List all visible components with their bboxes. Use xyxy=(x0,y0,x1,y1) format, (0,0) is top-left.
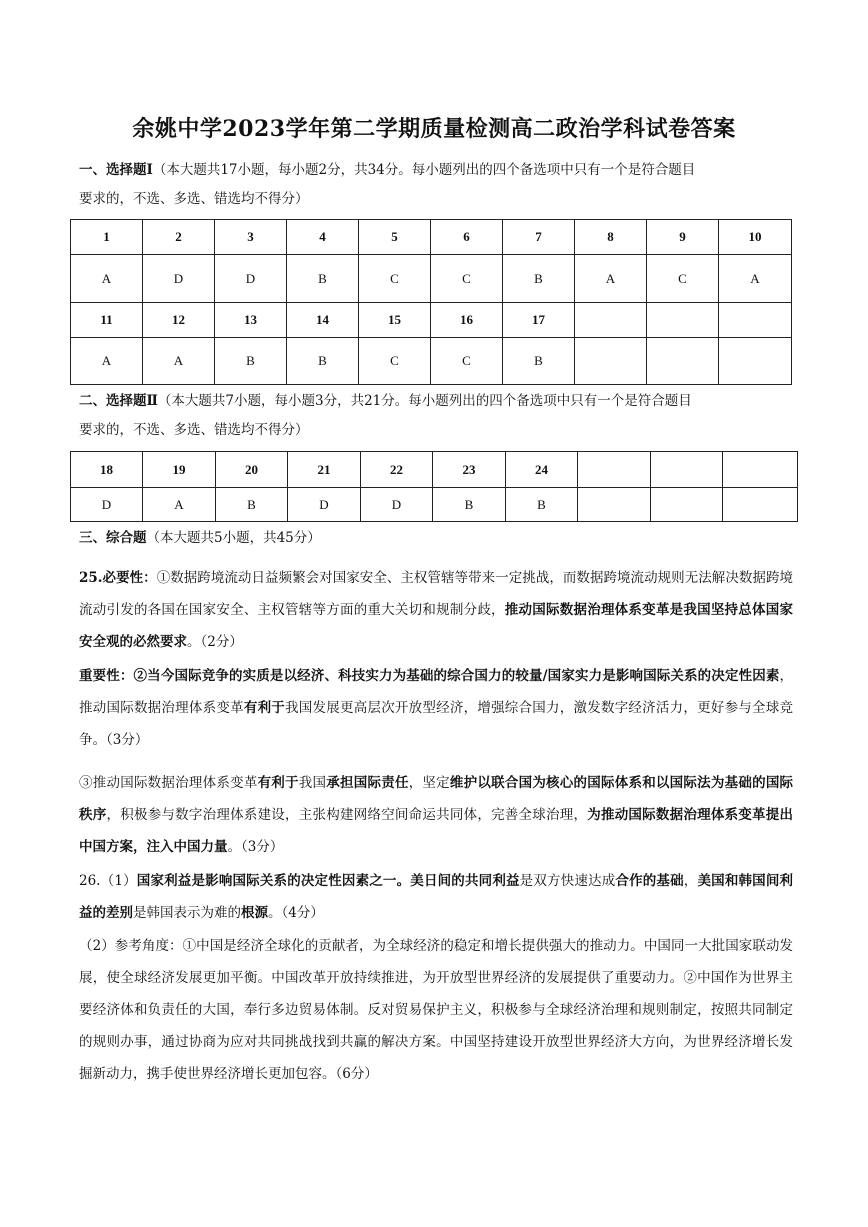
answer-cell: D xyxy=(71,488,143,522)
answer-cell: A xyxy=(719,255,792,303)
answer-cell: A xyxy=(143,488,216,522)
answer-cell: B xyxy=(503,338,575,385)
answer-cell: C xyxy=(431,338,503,385)
answer-cell: C xyxy=(647,255,719,303)
answer-cell xyxy=(578,488,651,522)
q26-part2-paragraph: （2）参考角度：①中国是经济全球化的贡献者，为全球经济的稳定和增长提供强大的推动力。中国同一大批国家联动发展，使全球经济发展更加平衡。中国改革开放持续推进，为开放型世界经济的发展提供了重要动力。②中国作为世界主要经济体和负责任的大国，奉行多边贸易体制。反对贸易保护主义，积极参与全球经济治理和规则制定，按照共同制定的规则办事，通过协商为应对共同挑战找到共赢的解决方案。中国坚持建设开放型世界经济大方向，为世界经济增长发掘新动力，携手使世界经济增长更加包容。（6分） xyxy=(79,938,793,1082)
question-number: 13 xyxy=(215,303,287,338)
answer-cell: A xyxy=(575,255,647,303)
q26-part1-paragraph: 26.（1）国家利益是影响国际关系的决定性因素之一。美日间的共同利益是双方快速达成合作的基础，美国和韩国间利益的差别是韩国表示为难的根源。（4分） xyxy=(79,873,794,921)
question-number: 22 xyxy=(361,452,433,488)
q25-necessity-paragraph: 25.必要性：①数据跨境流动日益频繁会对国家安全、主权管辖等带来一定挑战，而数据跨境流动规则无法解决数据跨境流动引发的各国在国家安全、主权管辖等方面的重大关切和规制分歧，推动国际数据治理体系变革是我国坚持总体国家安全观的必然要求。（2分） xyxy=(79,570,794,650)
q25-importance-paragraph: 重要性：②当今国际竞争的实质是以经济、科技实力为基础的综合国力的较量/国家实力是影响国际关系的决定性因素，推动国际数据治理体系变革有利于我国发展更高层次开放型经济，增强综合国力，激发数字经济活力，更好参与全球竞争。（3分） xyxy=(79,668,794,748)
answer-cell xyxy=(719,338,792,385)
answer-cell: A xyxy=(71,255,143,303)
question-number: 5 xyxy=(359,220,431,255)
question-number: 11 xyxy=(71,303,143,338)
table-row xyxy=(71,452,798,488)
question-number: 10 xyxy=(719,220,792,255)
answer-cell: B xyxy=(506,488,578,522)
question-number: 23 xyxy=(433,452,506,488)
question-number: 4 xyxy=(287,220,359,255)
answer-cell: B xyxy=(503,255,575,303)
table-row xyxy=(71,303,792,338)
answer-cell: D xyxy=(215,255,287,303)
table-row xyxy=(71,338,792,385)
answer-cell: C xyxy=(431,255,503,303)
answer-cell xyxy=(651,488,723,522)
answer-cell xyxy=(575,338,647,385)
section2-description: 二、选择题Ⅱ（本大题共7小题，每小题3分，共21分。每小题列出的四个备选项中只有一个是符合题目 要求的，不选、多选、错选均不得分） xyxy=(79,393,692,438)
question-number: 1 xyxy=(71,220,143,255)
question-number xyxy=(651,452,723,488)
section1-answer-table xyxy=(70,219,792,385)
question-number: 15 xyxy=(359,303,431,338)
answer-cell: C xyxy=(359,255,431,303)
section2-heading: 二、选择题Ⅱ xyxy=(79,393,158,409)
question-number: 6 xyxy=(431,220,503,255)
question-number: 2 xyxy=(143,220,215,255)
answer-cell: D xyxy=(143,255,215,303)
answer-cell xyxy=(647,338,719,385)
question-number: 17 xyxy=(503,303,575,338)
section1-description: 一、选择题Ⅰ（本大题共17小题，每小题2分，共34分。每小题列出的四个备选项中只有一个是符合题目 要求的，不选、多选、错选均不得分） xyxy=(79,162,696,207)
question-number: 24 xyxy=(506,452,578,488)
page-title: 余姚中学2023学年第二学期质量检测高二政治学科试卷答案 xyxy=(132,116,736,142)
question-number: 8 xyxy=(575,220,647,255)
table-row xyxy=(71,220,792,255)
question-number xyxy=(647,303,719,338)
question-number: 12 xyxy=(143,303,215,338)
answer-cell: B xyxy=(287,338,359,385)
question-number xyxy=(575,303,647,338)
answer-cell: B xyxy=(433,488,506,522)
section1-heading: 一、选择题Ⅰ xyxy=(79,162,153,178)
q25-responsibility-paragraph: ③推动国际数据治理体系变革有利于我国承担国际责任，坚定维护以联合国为核心的国际体系和以国际法为基础的国际秩序，积极参与数字治理体系建设，主张构建网络空间命运共同体，完善全球治理，为推动国际数据治理体系变革提出中国方案，注入中国力量。（3分） xyxy=(79,775,794,855)
answer-cell: B xyxy=(215,338,287,385)
section3-description: 三、综合题（本大题共5小题，共45分） xyxy=(79,530,321,546)
question-number: 16 xyxy=(431,303,503,338)
question-number: 14 xyxy=(287,303,359,338)
answer-cell: C xyxy=(359,338,431,385)
section2-answer-table xyxy=(70,451,798,522)
question-number: 19 xyxy=(143,452,216,488)
question-number: 20 xyxy=(216,452,288,488)
section3-heading: 三、综合题 xyxy=(79,530,147,546)
answer-cell: B xyxy=(216,488,288,522)
table-row xyxy=(71,488,798,522)
answer-cell: A xyxy=(71,338,143,385)
question-number: 3 xyxy=(215,220,287,255)
answer-cell: A xyxy=(143,338,215,385)
answer-cell: B xyxy=(287,255,359,303)
table-row xyxy=(71,255,792,303)
question-number: 7 xyxy=(503,220,575,255)
question-number xyxy=(723,452,798,488)
answer-cell: D xyxy=(288,488,361,522)
answer-cell xyxy=(723,488,798,522)
question-number: 9 xyxy=(647,220,719,255)
question-number xyxy=(719,303,792,338)
question-number: 21 xyxy=(288,452,361,488)
question-number xyxy=(578,452,651,488)
answer-cell: D xyxy=(361,488,433,522)
question-number: 18 xyxy=(71,452,143,488)
